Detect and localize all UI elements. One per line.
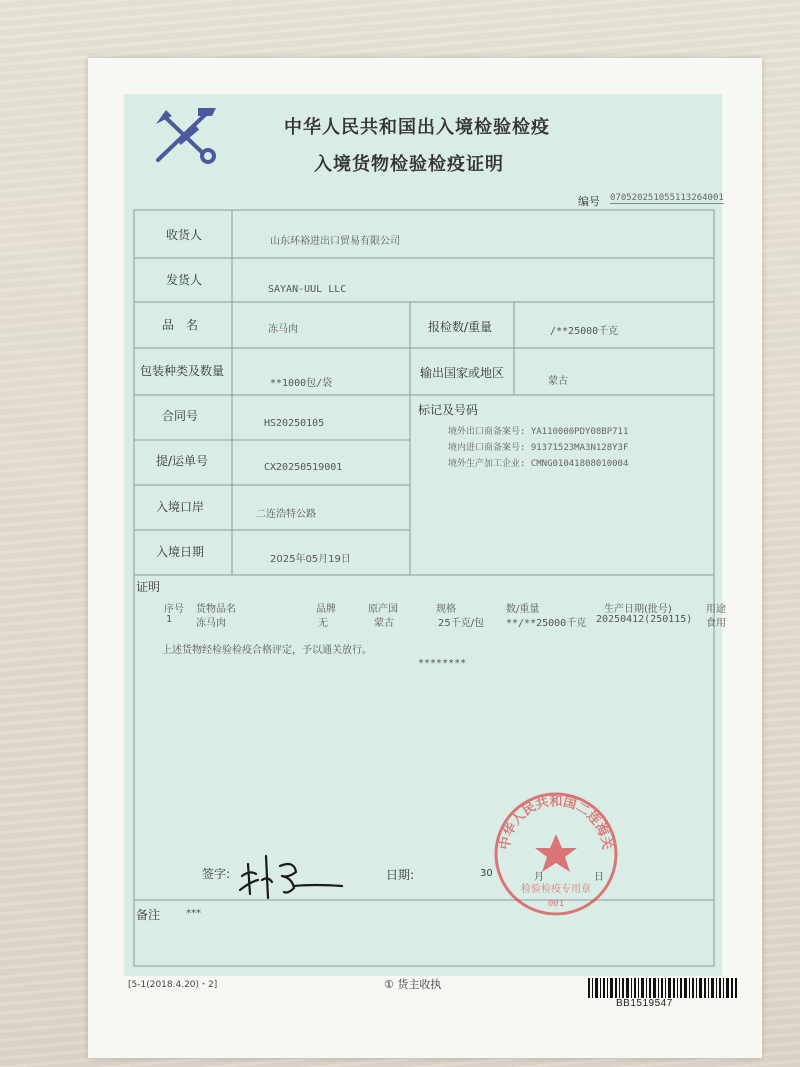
origin-label: 输出国家或地区	[420, 366, 505, 380]
signature-label: 签字:	[202, 867, 231, 881]
goods-cell: 冻马肉	[196, 618, 226, 629]
goods-column-header: 原产国	[368, 604, 398, 615]
product-value: 冻马肉	[268, 324, 298, 335]
goods-column-header: 序号	[164, 604, 184, 615]
copy-designation: ① 货主收执	[384, 978, 442, 991]
bill-of-lading-value: CX20250519001	[264, 462, 343, 473]
contract-label: 合同号	[162, 409, 199, 423]
date-label: 日期:	[386, 868, 415, 882]
contract-value: HS20250105	[264, 418, 325, 429]
entry-port-label: 入境口岸	[156, 500, 205, 514]
consignee-value: 山东环裕进出口贸易有限公司	[270, 236, 400, 247]
marks-line: 境外生产加工企业: CMNG01041808010004	[448, 459, 629, 469]
marks-label: 标记及号码	[418, 403, 479, 417]
certificate-label: 证明	[136, 580, 161, 594]
goods-column-header: 数/重量	[506, 604, 540, 615]
quantity-label: 报检数/重量	[428, 320, 493, 334]
seal-ring-text: 中华人民共和国二连海关	[497, 794, 615, 851]
document-title: 中华人民共和国出入境检验检疫	[284, 117, 550, 138]
product-label: 品 名	[162, 318, 199, 332]
goods-column-header: 规格	[436, 604, 456, 615]
goods-column-header: 用途	[706, 604, 726, 615]
marks-line: 境外出口商备案号: YA110000PDY08BP711	[448, 427, 629, 437]
goods-cell: 25千克/包	[438, 618, 485, 629]
consignor-label: 发货人	[166, 273, 203, 287]
package-label: 包装种类及数量	[140, 364, 225, 378]
origin-value: 蒙古	[548, 376, 568, 387]
goods-cell: 食用	[706, 618, 726, 629]
goods-cell: **/**25000千克	[506, 618, 587, 629]
date-year: 30	[480, 868, 493, 879]
remarks-value: ***	[186, 908, 201, 919]
barcode-icon	[588, 978, 738, 998]
barcode-number: BB1519547	[616, 998, 673, 1009]
goods-cell: 蒙古	[374, 618, 394, 629]
marks-list	[448, 424, 628, 472]
handwritten-signature-icon	[236, 846, 346, 904]
goods-cell: 20250412(250115)	[596, 614, 693, 625]
goods-column-header: 货物品名	[196, 604, 236, 615]
entry-date-label: 入境日期	[156, 545, 205, 559]
goods-cell: 无	[318, 618, 328, 629]
entry-date-value: 2025年05月19日	[270, 554, 351, 565]
marks-line: 境内进口商备案号: 91371523MA3N128Y3F	[448, 443, 629, 453]
date-month: 月	[534, 872, 544, 883]
consignee-label: 收货人	[166, 228, 203, 242]
bill-of-lading-label: 提/运单号	[156, 454, 209, 468]
remarks-label: 备注	[136, 908, 161, 922]
document-subtitle: 入境货物检验检疫证明	[314, 154, 504, 175]
seal-bottom-text: 检验检疫专用章	[521, 884, 591, 895]
goods-cell: 1	[166, 614, 173, 625]
certificate-form	[124, 94, 722, 976]
entry-port-value: 二连浩特公路	[256, 509, 316, 520]
consignor-value: SAYAN-UUL LLC	[268, 284, 347, 295]
ciq-emblem-icon	[150, 102, 226, 168]
goods-column-header: 品牌	[316, 604, 336, 615]
serial-number: 070520251055113264001	[610, 193, 724, 203]
quantity-value: /**25000千克	[550, 326, 619, 337]
form-code: [5-1(2018.4.20)・2]	[128, 980, 218, 990]
customs-seal-icon	[490, 788, 622, 920]
seal-number: 001	[547, 899, 565, 909]
date-day: 日	[594, 872, 604, 883]
serial-label: 编号	[578, 195, 600, 208]
inspection-statement: 上述货物经检验检疫合格评定，予以通关放行。	[162, 645, 372, 656]
goods-column-header: 生产日期(批号)	[604, 604, 672, 615]
end-marker: ********	[418, 658, 467, 669]
package-value: **1000包/袋	[270, 378, 333, 389]
